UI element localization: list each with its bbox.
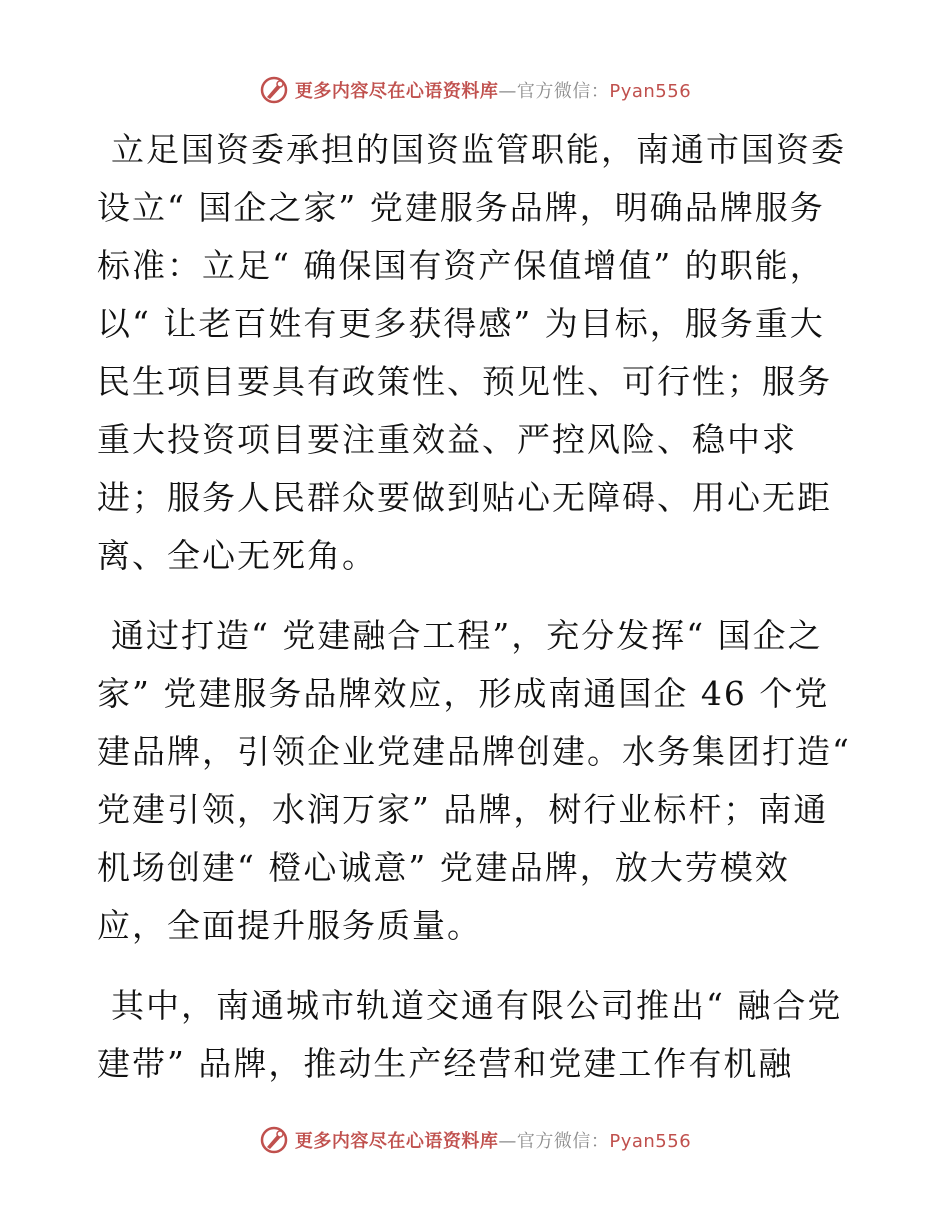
banner-text [295,77,691,103]
banner-main-text: 更多内容尽在心语资料库 [294,1131,499,1152]
logo-icon [259,75,289,105]
paragraph: 立足国资委承担的国资监管职能，南通市国资委设立“ 国企之家” 党建服务品牌，明确品牌服务标准：立足“ 确保国有资产保值增值” 的职能，以“ 让老百姓有更多获得感” 为目标，服务重大民生项目要具有政策性、预见性、可行性；服务重大投资项目要注重效益、严控风险、稳中求进；服务人民群众要做到贴心无障碍、用心无距离、全心无死角。 [97,130,846,575]
banner-dash: — [498,81,517,102]
logo-icon [259,1125,289,1155]
paragraph: 其中，南通城市轨道交通有限公司推出“ 融合党建带” 品牌，推动生产经营和党建工作有机融 [97,986,843,1083]
header-banner [0,70,950,110]
banner-text [295,1127,691,1153]
banner-main-text: 更多内容尽在心语资料库 [294,81,499,102]
banner-label: 官方微信： [516,1131,610,1152]
paragraph: 通过打造“ 党建融合工程”，充分发挥“ 国企之家” 党建服务品牌效应，形成南通国企 46 个党建品牌，引领企业党建品牌创建。水务集团打造“ 党建引领，水润万家” 品牌，树行业标杆；南通机场创建“ 橙心诚意” 党建品牌，放大劳模效应，全面提升服务质量。 [97,616,864,945]
banner-wechat-id: Pyan556 [609,1131,692,1152]
footer-banner [0,1120,950,1160]
banner-label: 官方微信： [516,81,610,102]
document-body [97,121,864,1115]
banner-dash: — [498,1131,517,1152]
banner-wechat-id: Pyan556 [609,81,692,102]
